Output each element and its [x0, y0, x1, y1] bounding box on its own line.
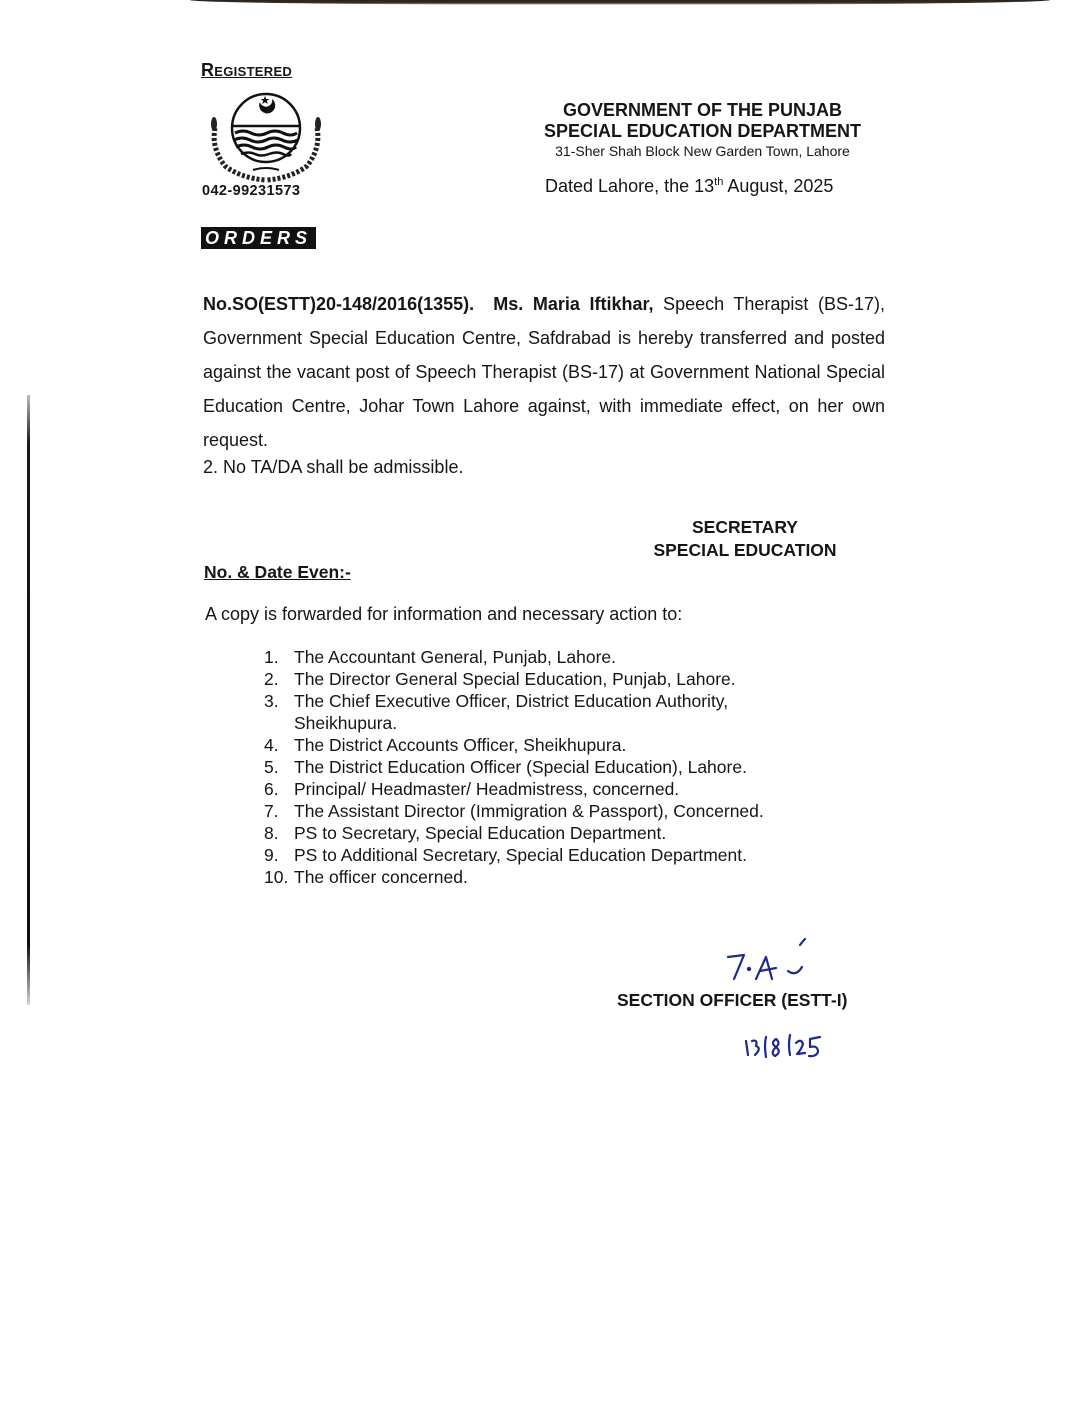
item-text: The Director General Special Education, Punjab, Lahore. — [294, 669, 736, 689]
date-line — [545, 176, 833, 197]
date-prefix: Dated Lahore, the 13 — [545, 176, 715, 196]
letterhead — [530, 100, 875, 161]
list-item — [264, 690, 824, 734]
scan-edge-left — [27, 395, 30, 1005]
list-item — [264, 646, 824, 668]
registered-label: Registered — [201, 60, 293, 80]
item-text: The Chief Executive Officer, District Education Authority, Sheikhupura. — [294, 691, 729, 733]
item-number: 10. — [264, 867, 289, 887]
department-title: SPECIAL EDUCATION DEPARTMENT — [543, 121, 861, 141]
item-text: The District Accounts Officer, Sheikhupura. — [294, 735, 627, 755]
list-item — [264, 800, 824, 822]
item-number: 4. — [264, 735, 279, 755]
item-text: The Accountant General, Punjab, Lahore. — [294, 647, 617, 667]
endorsement-heading: No. & Date Even:- — [204, 562, 351, 582]
item-number: 7. — [264, 801, 279, 821]
recipient-list — [264, 646, 824, 888]
order-paragraph — [203, 287, 885, 457]
orders-heading: ORDERS — [201, 227, 316, 249]
list-item — [264, 734, 824, 756]
item-text: The Assistant Director (Immigration & Passport), Concerned. — [294, 801, 764, 821]
item-number: 2. — [264, 669, 279, 689]
item-number: 6. — [264, 779, 279, 799]
department-address: 31-Sher Shah Block New Garden Town, Lahore — [555, 143, 850, 159]
date-ordinal: th — [714, 176, 724, 188]
order-text: Speech Therapist (BS-17), Government Special Education Centre, Safdrabad is hereby transferred and posted against the vacant post of Speech Therapist (BS-17) at Government National Special Education Centre, Johar Town Lahore against, with immediate effect, on her own request. — [203, 294, 885, 450]
item-text: The District Education Officer (Special Education), Lahore. — [294, 757, 747, 777]
government-title: GOVERNMENT OF THE PUNJAB — [562, 100, 843, 120]
scan-edge-top — [190, 0, 1050, 5]
authority-line-2: SPECIAL EDUCATION — [653, 540, 837, 560]
list-item — [264, 668, 824, 690]
signature-icon — [720, 935, 830, 990]
endorsement-intro: A copy is forwarded for information and necessary action to: — [205, 604, 683, 624]
item-number: 1. — [264, 647, 279, 667]
list-item — [264, 756, 824, 778]
issuing-authority — [640, 516, 850, 562]
authority-line-1: SECRETARY — [692, 517, 798, 537]
item-number: 9. — [264, 845, 279, 865]
item-number: 8. — [264, 823, 279, 843]
item-text: PS to Secretary, Special Education Department. — [294, 823, 667, 843]
phone-number: 042-99231573 — [202, 183, 301, 199]
item-text: Principal/ Headmaster/ Headmistress, concerned. — [294, 779, 680, 799]
list-item — [264, 822, 824, 844]
order-number: No.SO(ESTT)20-148/2016(1355). — [203, 294, 475, 314]
order-paragraph-2: 2. No TA/DA shall be admissible. — [203, 457, 464, 477]
item-number: 3. — [264, 691, 279, 711]
date-suffix: August, 2025 — [723, 176, 834, 196]
item-text: The officer concerned. — [294, 867, 468, 887]
handwritten-date-icon — [740, 1025, 840, 1065]
list-item — [264, 866, 824, 888]
section-officer-title: SECTION OFFICER (ESTT-I) — [617, 990, 848, 1010]
punjab-emblem-icon — [205, 88, 327, 186]
list-item — [264, 844, 824, 866]
item-number: 5. — [264, 757, 279, 777]
item-text: PS to Additional Secretary, Special Education Department. — [294, 845, 747, 865]
list-item — [264, 778, 824, 800]
officer-name: Ms. Maria Iftikhar, — [493, 294, 654, 314]
